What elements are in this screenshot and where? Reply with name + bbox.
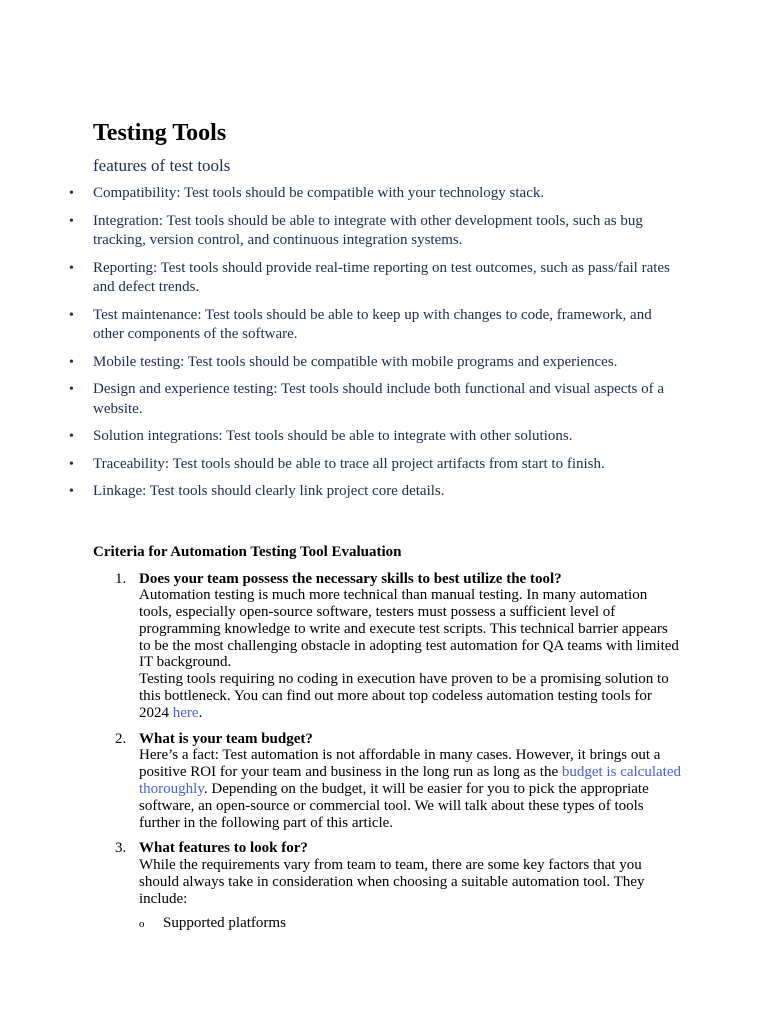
bullet-icon: • — [69, 382, 74, 397]
list-item: • Solution integrations: Test tools should be able to integrate with other solutions. — [93, 427, 683, 447]
list-item: • Design and experience testing: Test tools should include both functional and visual aspects of a website. — [69, 381, 665, 417]
list-item: • Test maintenance: Test tools should be able to keep up with changes to code, framework, and other components of the software. — [69, 306, 652, 342]
criteria-question: Does your team possess the necessary skills to best utilize the tool? — [139, 570, 562, 587]
page-title: Testing Tools — [93, 120, 227, 146]
item-number: 1. — [115, 570, 127, 587]
criteria-question: What features to look for? — [139, 840, 308, 857]
page-subtitle: features of test tools — [93, 156, 231, 175]
here-link[interactable]: here — [172, 704, 199, 721]
list-item: • Reporting: Test tools should provide real-time reporting on test outcomes, such as pass/fail rates and defect trends. — [69, 259, 670, 295]
criteria-list — [93, 571, 683, 932]
circle-bullet-icon: o — [139, 917, 145, 930]
bullet-icon: • — [69, 429, 74, 444]
bullet-icon: • — [69, 213, 74, 229]
list-item: • Integration: Test tools should be able to integrate with other development tools, such as bug tracking, version control, and continuous integration systems. — [69, 212, 643, 248]
list-item: • Mobile testing: Test tools should be compatible with mobile programs and experiences. — [93, 353, 683, 373]
criteria-heading: Criteria for Automation Testing Tool Evaluation — [93, 543, 402, 560]
features-list — [69, 184, 683, 502]
list-item: o Supported platforms — [139, 914, 286, 931]
bullet-icon: • — [69, 484, 74, 499]
criteria-question: What is your team budget? — [139, 730, 313, 747]
bullet-icon: • — [69, 456, 74, 472]
document-page — [69, 118, 683, 940]
list-item: • Linkage: Test tools should clearly link project core details. — [93, 482, 683, 502]
bullet-icon: • — [69, 354, 74, 370]
bullet-icon: • — [69, 307, 74, 323]
criteria-item — [93, 571, 683, 722]
list-item: • Compatibility: Test tools should be compatible with your technology stack. — [93, 184, 683, 204]
bullet-icon: • — [69, 260, 74, 276]
sub-list — [139, 915, 683, 932]
criteria-paragraph: Here’s a fact: Test automation is not affordable in many cases. However, it brings out a positive ROI for your team and business in the long run as long as the budget is calculated thoroughly. Depending on the budget, it will be easier for you to pick the appropriate software, an open-source or commercial tool. We will talk about these types of tools further in the following part of this article. — [139, 747, 681, 831]
criteria-item — [93, 840, 683, 931]
item-number: 3. — [115, 840, 127, 857]
criteria-paragraph: Automation testing is much more technical than manual testing. In many automation tools, especially open-source software, testers must possess a sufficient level of programming knowledge to write and execute test scripts. This technical barrier appears to be the most challenging obstacle in adopting test automation for QA teams with limited IT background. — [139, 587, 679, 671]
criteria-paragraph: While the requirements vary from team to team, there are some key factors that you should always take in consideration when choosing a suitable automation tool. They include: — [139, 857, 645, 907]
item-number: 2. — [115, 730, 127, 747]
criteria-item — [93, 731, 683, 832]
budget-link[interactable]: budget is calculated thoroughly — [139, 764, 681, 798]
criteria-paragraph: Testing tools requiring no coding in execution have proven to be a promising solution to this bottleneck. You can find out more about top codeless automation testing tools for 2024 here. — [139, 671, 669, 721]
bullet-icon: • — [69, 186, 74, 201]
list-item: • Traceability: Test tools should be able to trace all project artifacts from start to finish. — [93, 455, 683, 475]
